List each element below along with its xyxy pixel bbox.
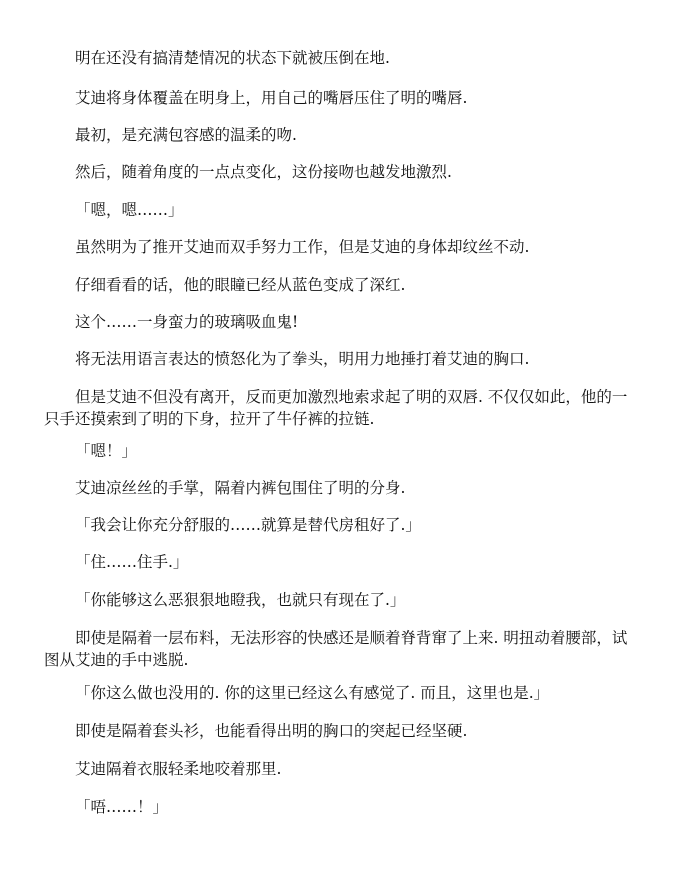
paragraph: 即使是隔着一层布料，无法形容的快感还是顺着脊背窜了上来. 明扭动着腰部，试图从艾迪的手中逃脱. <box>44 629 628 669</box>
paragraph: 「嗯！」 <box>75 442 138 460</box>
paragraph: 「唔……！」 <box>75 798 169 816</box>
paragraph: 艾迪将身体覆盖在明身上，用自己的嘴唇压住了明的嘴唇. <box>75 89 468 107</box>
paragraph: 但是艾迪不但没有离开，反而更加激烈地索求起了明的双唇. 不仅仅如此，他的一只手还摸索到了明的下身，拉开了牛仔裤的拉链. <box>44 388 628 428</box>
paragraph: 「我会让你充分舒服的……就算是替代房租好了.」 <box>75 516 421 534</box>
paragraph: 「你这么做也没用的. 你的这里已经这么有感觉了. 而且，这里也是.」 <box>75 684 550 702</box>
paragraph: 仔细看看的话，他的眼瞳已经从蓝色变成了深红. <box>75 276 406 294</box>
paragraph: 将无法用语言表达的愤怒化为了拳头，明用力地捶打着艾迪的胸口. <box>75 350 530 368</box>
paragraph: 「你能够这么恶狠狠地瞪我，也就只有现在了.」 <box>75 591 406 609</box>
paragraph: 最初，是充满包容感的温柔的吻. <box>75 126 297 144</box>
paragraph: 这个……一身蛮力的玻璃吸血鬼! <box>75 313 299 331</box>
paragraph: 艾迪隔着衣服轻柔地咬着那里. <box>75 760 282 778</box>
paragraph: 艾迪凉丝丝的手掌，隔着内裤包围住了明的分身. <box>75 479 406 497</box>
paragraph: 明在还没有搞清楚情况的状态下就被压倒在地. <box>75 49 390 67</box>
paragraph: 「嗯，嗯……」 <box>75 201 184 219</box>
paragraph: 虽然明为了推开艾迪而双手努力工作，但是艾迪的身体却纹丝不动. <box>75 238 530 256</box>
paragraph: 「住……住手.」 <box>75 553 189 571</box>
paragraph: 然后，随着角度的一点点变化，这份接吻也越发地激烈. <box>75 163 452 181</box>
paragraph: 即使是隔着套头衫，也能看得出明的胸口的突起已经坚硬. <box>75 722 468 740</box>
